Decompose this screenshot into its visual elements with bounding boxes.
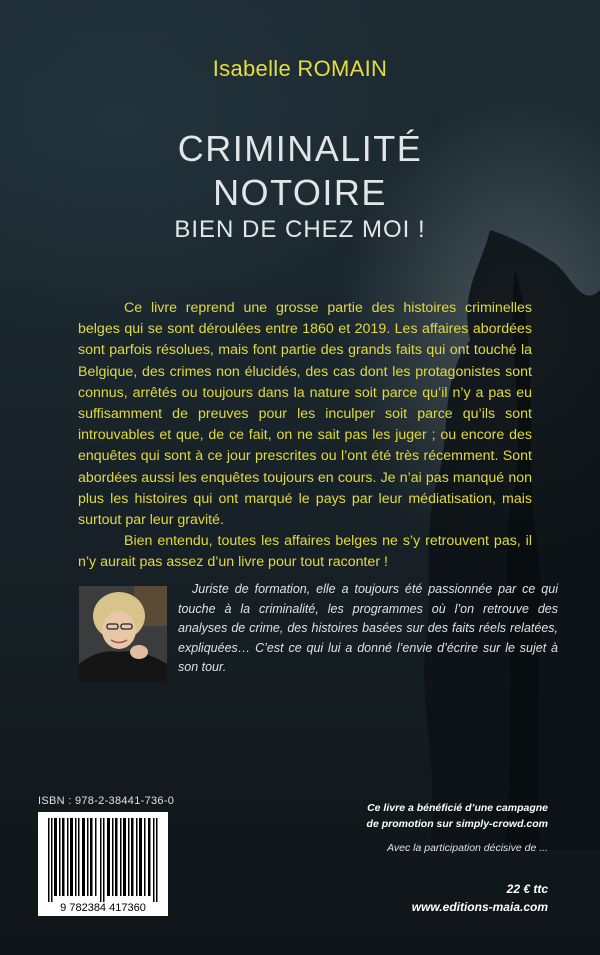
blurb-paragraph-2: Bien entendu, toutes les affaires belges ne s’y retrouvent pas, il n’y aurait pas assez d’un livre pour tout raconter ! bbox=[78, 533, 532, 571]
barcode-icon bbox=[38, 812, 168, 916]
participation-note: Avec la participation décisive de ... bbox=[387, 842, 548, 854]
price: 22 € ttc bbox=[506, 882, 548, 896]
promo-line-2: de promotion sur simply-crowd.com bbox=[366, 818, 548, 830]
author-portrait-photo bbox=[79, 586, 167, 682]
book-subtitle: BIEN DE CHEZ MOI ! bbox=[174, 216, 426, 243]
book-blurb bbox=[78, 298, 532, 574]
book-title-line1: CRIMINALITÉ bbox=[177, 128, 423, 169]
author-bio bbox=[178, 580, 558, 678]
promo-note bbox=[288, 800, 548, 832]
promo-line-1: Ce livre a bénéficié d’une campagne bbox=[367, 802, 548, 814]
isbn-barcode bbox=[38, 812, 168, 916]
blurb-paragraph-1: Ce livre reprend une grosse partie des histoires criminelles belges qui se sont déroulées entre 1860 et 2019. Les affaires abordées sont parfois résolues, mais font partie des grands faits qui ont touché la Belgique, des crimes non élucidés, des cas dont les protagonistes sont connus, arrêtés ou toujours dans la nature soit parce qu’il n’y a pas eu suffisamment de preuves pour les inculper soit parce qu’ils sont introuvables et que, de ce fait, on ne sait pas les juger ; ou encore des enquêtes qui sont à ce jour prescrites ou l’ont été très récemment. Sont abordées aussi les enquêtes toujours en cours. Je n’ai pas manqué non plus les histoires qui ont marqué le pays par leur médiatisation, mais surtout par leur gravité. bbox=[78, 300, 532, 529]
author-name: Isabelle ROMAIN bbox=[212, 56, 388, 81]
publisher-website: www.editions-maia.com bbox=[411, 900, 548, 914]
isbn-label: ISBN : 978-2-38441-736-0 bbox=[38, 795, 175, 807]
author-bio-text: Juriste de formation, elle a toujours été passionnée par ce qui touche à la criminalité, les programmes où l’on retrouve des analyses de crime, des histoires basées sur des faits réels relatées, expliquées… C’est ce qui lui a donné l’envie d’écrire sur le sujet à son tour. bbox=[178, 582, 558, 674]
book-title-line2: NOTOIRE bbox=[213, 172, 387, 213]
barcode-number: 9 782384 417360 bbox=[60, 902, 146, 914]
author-portrait-icon bbox=[79, 586, 167, 682]
